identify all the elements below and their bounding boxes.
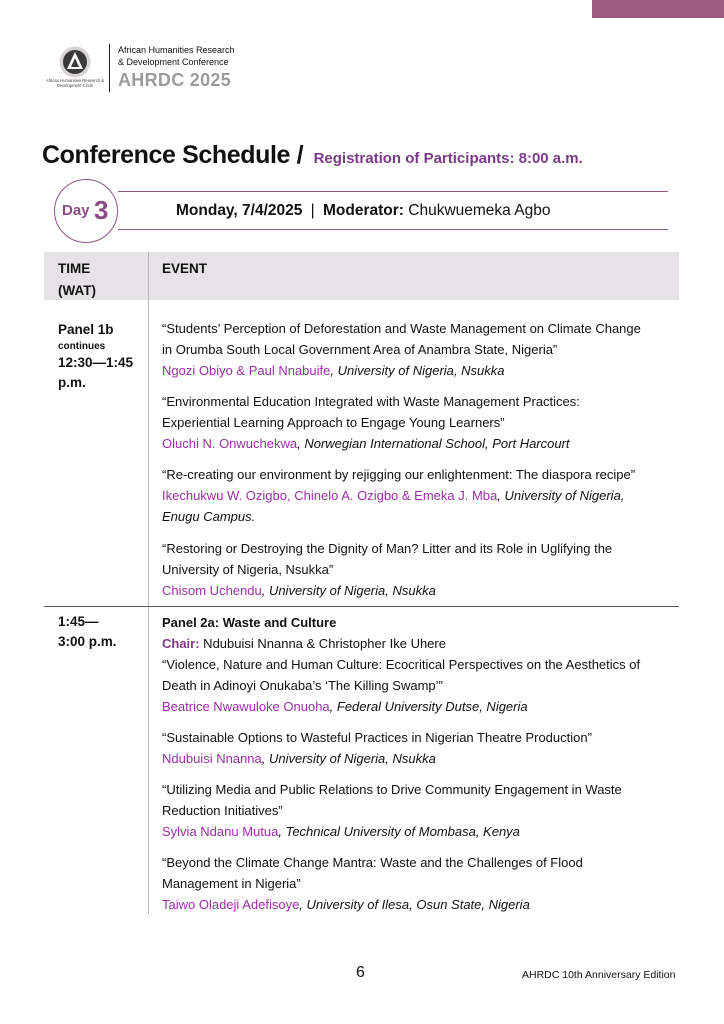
edition-label: AHRDC 10th Anniversary Edition — [522, 969, 676, 981]
table-header-row — [44, 252, 679, 300]
block1-time-line2: p.m. — [58, 375, 86, 390]
schedule-entry — [162, 391, 682, 454]
entry-title-line1: “Utilizing Media and Public Relations to Drive Community Engagement in Waste — [162, 782, 622, 797]
event-column-header: EVENT — [162, 261, 208, 276]
time-header-line1: TIME — [58, 261, 91, 276]
schedule-entry — [162, 654, 682, 717]
moderator-name: Chukwuemeka Agbo — [408, 202, 551, 219]
entry-title-line2: in Orumba South Local Government Area of Anambra State, Nigeria” — [162, 342, 558, 357]
time-column-header — [58, 258, 96, 302]
schedule-entry — [162, 779, 682, 842]
header-divider — [109, 44, 110, 92]
entry-title-line1: “Students’ Perception of Deforestation and Waste Management on Climate Change — [162, 321, 641, 336]
entry-title-line1: “Beyond the Climate Change Mantra: Waste and the Challenges of Flood — [162, 855, 583, 870]
page-title: Conference Schedule / — [42, 141, 304, 169]
entry-title-line2: Reduction Initiatives” — [162, 803, 283, 818]
entry-affiliation: , University of Nigeria, Nsukka — [261, 583, 436, 598]
day-date: Monday, 7/4/2025 — [176, 202, 303, 219]
registration-note: Registration of Participants: 8:00 a.m. — [313, 150, 583, 167]
chair-names: Ndubuisi Nnanna & Christopher Ike Uhere — [199, 636, 446, 651]
entry-affiliation: , Federal University Dutse, Nigeria — [329, 699, 528, 714]
row-divider — [44, 606, 679, 607]
conference-name-line2: & Development Conference — [118, 56, 229, 67]
entry-title-line1: “Sustainable Options to Wasteful Practices in Nigerian Theatre Production” — [162, 730, 592, 745]
day-separator: | — [310, 202, 315, 219]
entry-affiliation-line2: Enugu Campus. — [162, 509, 256, 524]
day-band-top-rule — [118, 191, 668, 192]
conference-tag: AHRDC 2025 — [118, 70, 232, 90]
entry-title-line1: “Violence, Nature and Human Culture: Ecocritical Perspectives on the Aesthetics of — [162, 657, 641, 672]
column-divider — [148, 252, 149, 914]
entry-authors: Taiwo Oladeji Adefisoye — [162, 897, 300, 912]
entry-title-line2: University of Nigeria, Nsukka” — [162, 562, 334, 577]
entry-authors: Chisom Uchendu — [162, 583, 262, 598]
chair-label: Chair: — [162, 636, 200, 651]
entry-authors: Ndubuisi Nnanna — [162, 751, 262, 766]
entry-title-line2: Experiential Learning Approach to Engage Young Learners” — [162, 415, 505, 430]
block2-time-cell — [58, 612, 117, 652]
entry-affiliation: , University of Ilesa, Osun State, Nigeria — [299, 897, 530, 912]
ahrdc-logo — [44, 44, 106, 94]
conference-name — [118, 45, 235, 68]
top-accent-bar — [592, 0, 724, 18]
entry-title-line1: “Restoring or Destroying the Dignity of Man? Litter and its Role in Uglifying the — [162, 541, 613, 556]
entry-affiliation: , University of Nigeria, Nsukka — [261, 751, 436, 766]
schedule-entry — [162, 464, 682, 527]
moderator-label: Moderator: — [323, 202, 404, 219]
entry-title-line2: Management in Nigeria” — [162, 876, 301, 891]
block1-panel: Panel 1b — [58, 322, 114, 337]
block2-time-line1: 1:45— — [58, 614, 99, 629]
day-label: Day — [62, 202, 90, 219]
entry-authors: Beatrice Nwawuloke Onuoha — [162, 699, 330, 714]
day-number: 3 — [94, 195, 109, 225]
block1-continues: continues — [58, 341, 106, 352]
day-band-bottom-rule — [118, 229, 668, 230]
time-header-line2: (WAT) — [58, 283, 96, 298]
schedule-entry — [162, 538, 682, 601]
day-info — [176, 202, 550, 220]
panel-title: Panel 2a: Waste and Culture — [162, 615, 337, 630]
entry-affiliation: , Norwegian International School, Port Harcourt — [297, 436, 570, 451]
entry-affiliation: , University of Nigeria, Nsukka — [330, 363, 505, 378]
schedule-entry — [162, 727, 682, 769]
entry-title-line2: Death in Adinoyi Onukaba’s ‘The Killing Swamp’” — [162, 678, 443, 693]
schedule-entry — [162, 852, 682, 915]
block2-time-line2: 3:00 p.m. — [58, 634, 117, 649]
panel-header — [162, 612, 682, 654]
entry-authors: Ikechukwu W. Ozigbo, Chinelo A. Ozigbo & Emeka J. Mba — [162, 488, 498, 503]
entry-title-line1: “Environmental Education Integrated with Waste Management Practices: — [162, 394, 580, 409]
page-number: 6 — [356, 964, 365, 981]
logo-emblem-icon — [59, 46, 91, 78]
entry-title-line1: “Re-creating our environment by rejigging our enlightenment: The diaspora recipe” — [162, 467, 636, 482]
entry-authors: Sylvia Ndanu Mutua — [162, 824, 279, 839]
entry-affiliation: , University of Nigeria, — [497, 488, 625, 503]
entry-affiliation: , Technical University of Mombasa, Kenya — [278, 824, 520, 839]
entry-authors: Oluchi N. Onwuchekwa — [162, 436, 298, 451]
block1-time-cell — [58, 320, 133, 393]
entry-authors: Ngozi Obiyo & Paul Nnabuife — [162, 363, 331, 378]
block1-time-line1: 12:30—1:45 — [58, 355, 134, 370]
schedule-entry — [162, 318, 682, 381]
logo-caption: African Humanities Research & Development Circle — [45, 78, 105, 88]
page-heading — [42, 141, 583, 170]
conference-name-line1: African Humanities Research — [118, 45, 235, 55]
